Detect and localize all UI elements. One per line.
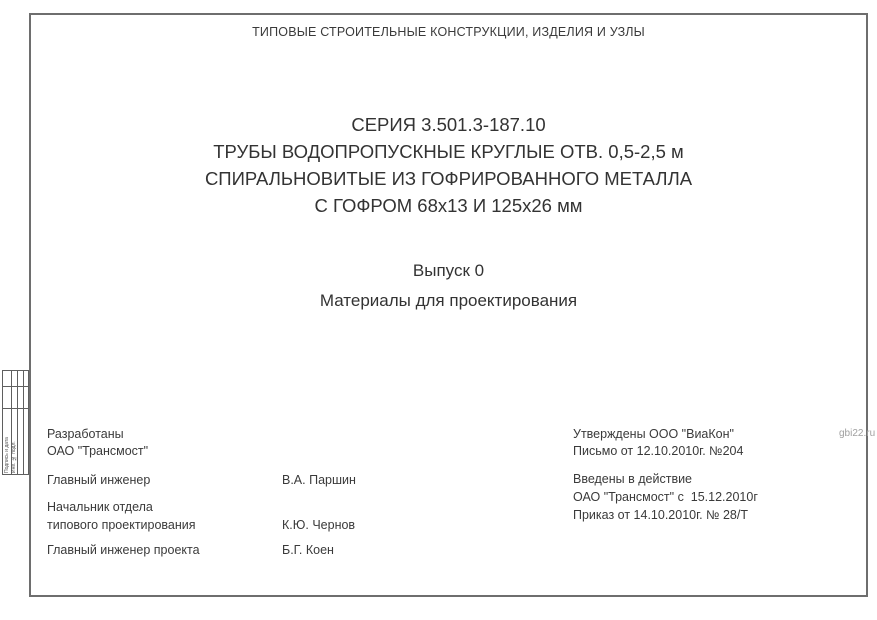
approved-line-2: Письмо от 12.10.2010г. №204 — [573, 444, 744, 458]
stamp-divider — [23, 371, 24, 474]
watermark: gbi22.ru — [839, 428, 876, 439]
document-title-line-2: СПИРАЛЬНОВИТЫЕ ИЗ ГОФРИРОВАННОГО МЕТАЛЛА — [204, 168, 693, 189]
stamp-divider — [17, 371, 18, 474]
signatory-role-line-2: типового проектирования — [47, 518, 196, 532]
signatory-name: Б.Г. Коен — [282, 543, 334, 557]
signatory-role: Главный инженер — [47, 473, 151, 487]
left-stamp-table — [2, 370, 29, 475]
document-title-line-3: С ГОФРОМ 68х13 И 125х26 мм — [314, 195, 583, 216]
stamp-divider — [3, 408, 28, 409]
signatory-role: Главный инженер проекта — [47, 543, 200, 557]
signature-row — [47, 472, 447, 488]
enacted-line-1: Введены в действие — [573, 472, 693, 486]
enacted-line-2: ОАО "Трансмост" с 15.12.2010г — [573, 490, 758, 504]
issue-number: Выпуск 0 — [412, 261, 485, 280]
developed-intro-line-2: ОАО "Трансмост" — [47, 444, 149, 458]
title-block — [29, 111, 868, 219]
signature-row — [47, 517, 447, 533]
issue-block — [29, 256, 868, 316]
document-title-line-1: ТРУБЫ ВОДОПРОПУСКНЫЕ КРУГЛЫЕ ОТВ. 0,5-2,5 м — [213, 141, 684, 162]
approved-line-1: Утверждены ООО "ВиаКон" — [573, 427, 734, 441]
signatory-name: К.Ю. Чернов — [282, 518, 356, 532]
signatory-role-line-1: Начальник отдела — [47, 500, 153, 514]
signature-row — [47, 542, 447, 558]
stamp-divider — [3, 386, 28, 387]
stamp-label: Подпись и дата — [4, 437, 10, 473]
developed-intro-line-1: Разработаны — [47, 427, 124, 441]
document-header: ТИПОВЫЕ СТРОИТЕЛЬНЫЕ КОНСТРУКЦИИ, ИЗДЕЛИЯ И УЗЛЫ — [252, 25, 645, 39]
series-title: СЕРИЯ 3.501.3-187.10 — [351, 114, 546, 135]
stamp-label: Инв. № подл. — [11, 441, 17, 473]
signatory-name: В.А. Паршин — [282, 473, 356, 487]
enacted-line-3: Приказ от 14.10.2010г. № 28/Т — [573, 508, 748, 522]
issue-subtitle: Материалы для проектирования — [319, 291, 578, 310]
